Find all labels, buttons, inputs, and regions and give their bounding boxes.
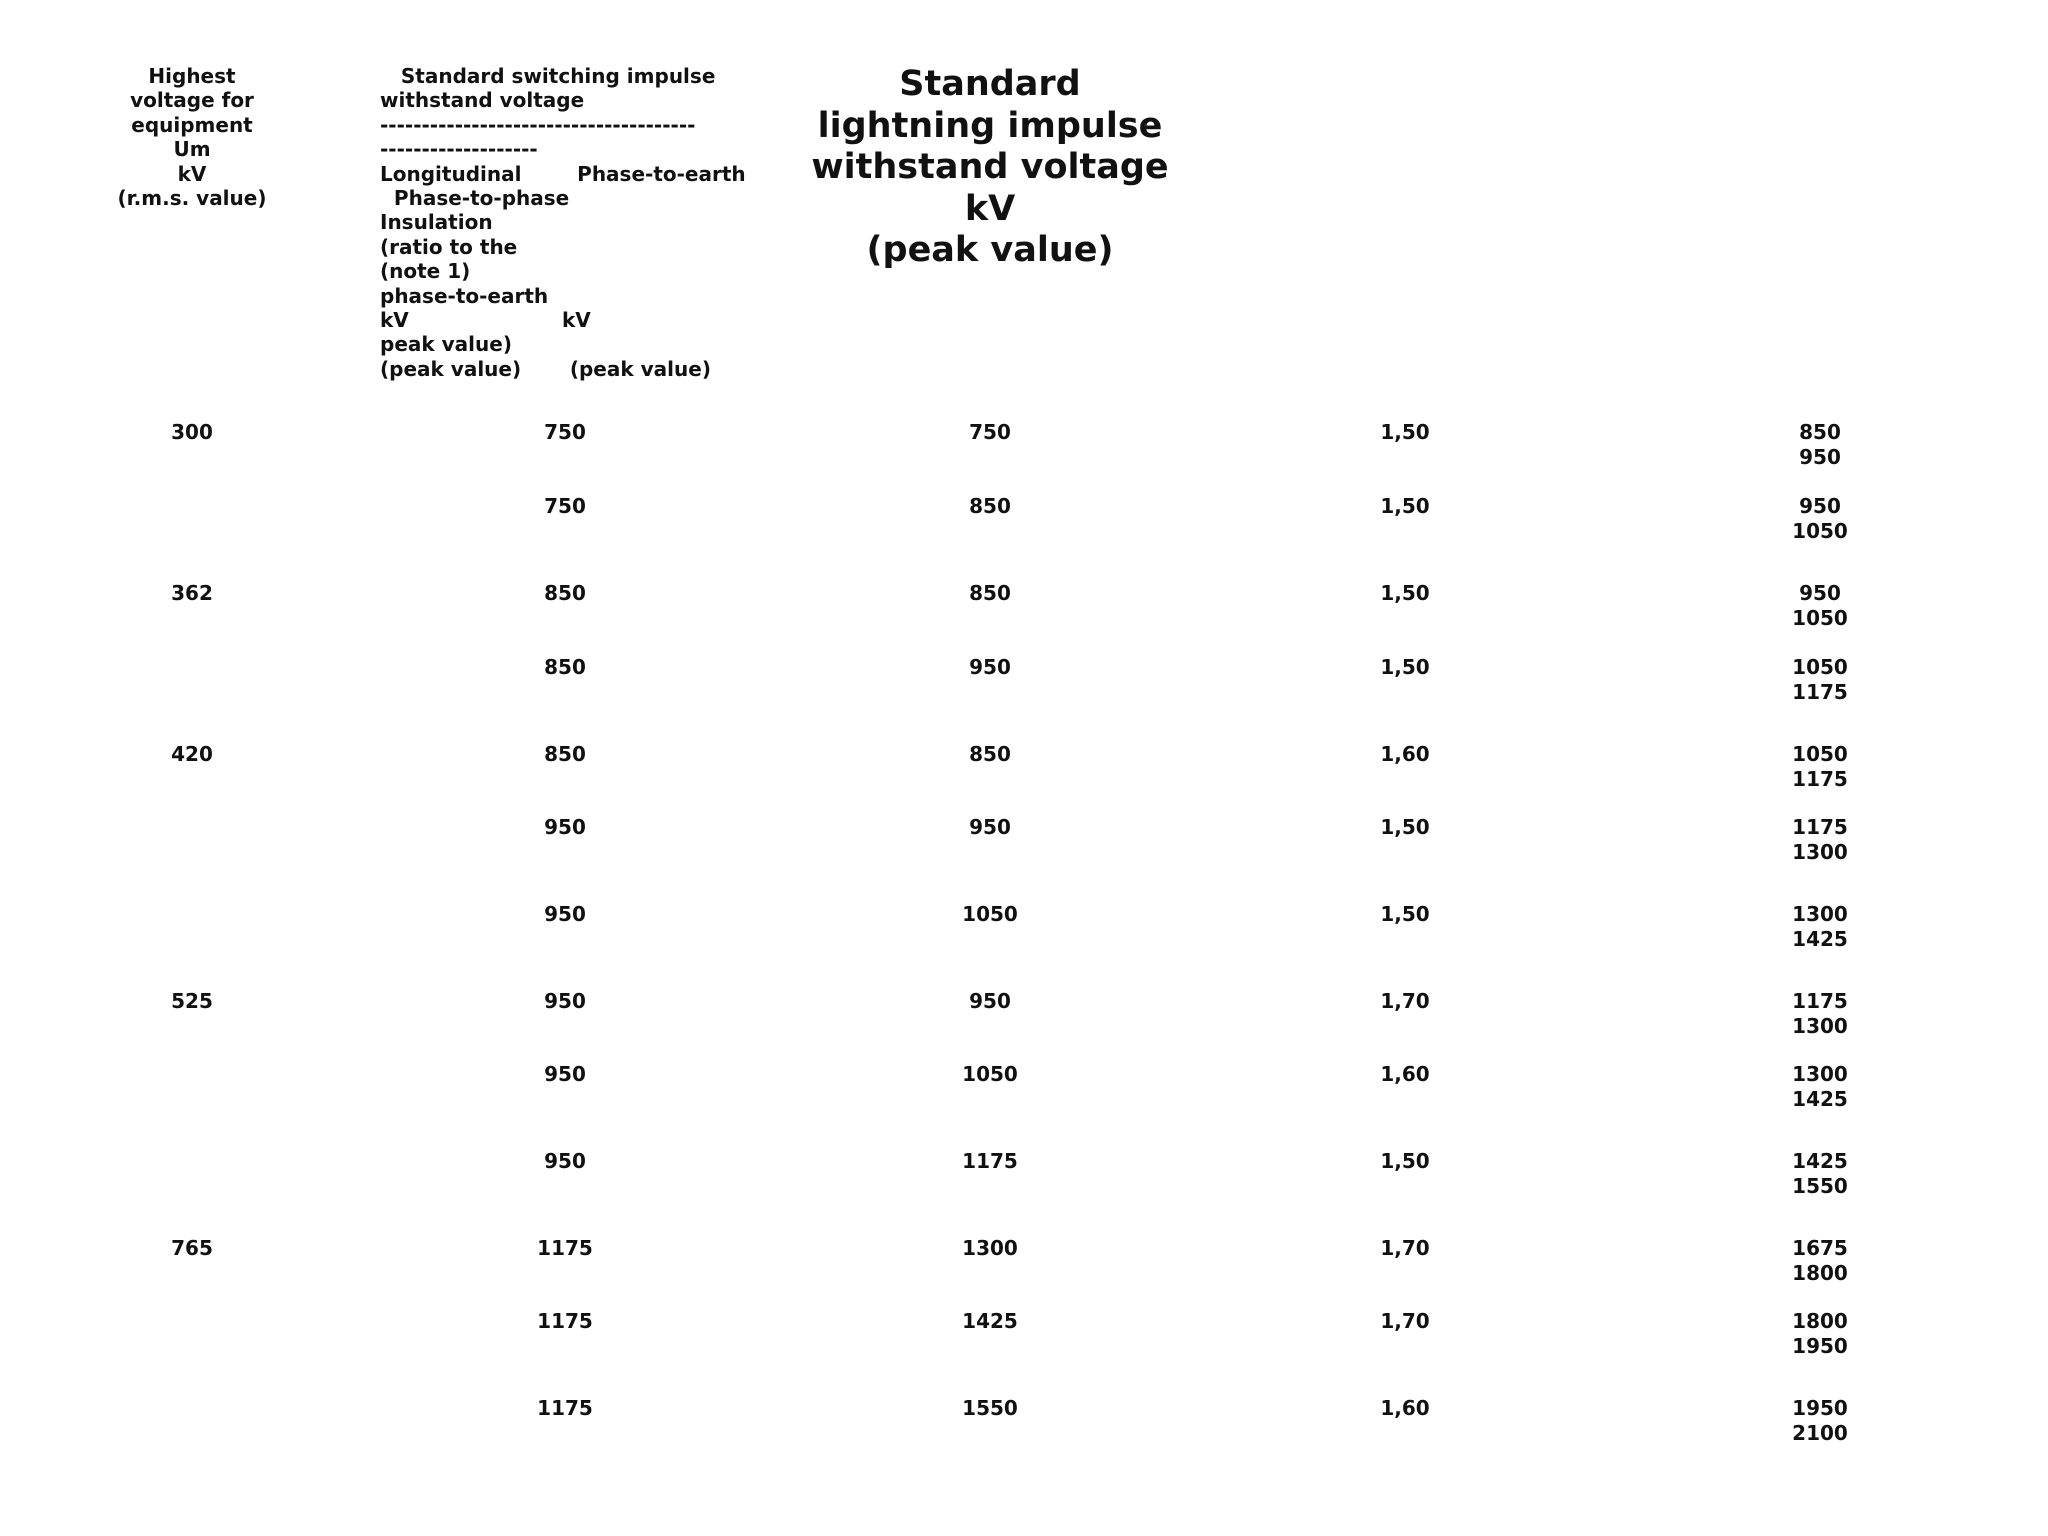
longitudinal-cell: 950 — [544, 815, 586, 839]
phase-to-earth-cell: 950 — [969, 655, 1011, 679]
um-cell: 420 — [171, 742, 213, 766]
longitudinal-cell: 750 — [544, 420, 586, 444]
longitudinal-cell: 1175 — [537, 1309, 593, 1333]
lightning-cell: 1675 1800 — [1792, 1236, 1848, 1285]
ratio-cell: 1,60 — [1380, 1396, 1430, 1420]
ratio-cell: 1,50 — [1380, 581, 1430, 605]
lightning-cell: 950 1050 — [1792, 581, 1848, 630]
phase-to-earth-cell: 950 — [969, 989, 1011, 1013]
ratio-cell: 1,60 — [1380, 742, 1430, 766]
longitudinal-cell: 850 — [544, 581, 586, 605]
ratio-cell: 1,50 — [1380, 1149, 1430, 1173]
lightning-cell: 1300 1425 — [1792, 902, 1848, 951]
phase-to-earth-cell: 1050 — [962, 902, 1018, 926]
phase-to-earth-cell: 1550 — [962, 1396, 1018, 1420]
longitudinal-cell: 750 — [544, 494, 586, 518]
um-cell: 300 — [171, 420, 213, 444]
lightning-cell: 850 950 — [1799, 420, 1841, 469]
phase-to-earth-cell: 950 — [969, 815, 1011, 839]
header-switching-impulse: Standard switching impulse withstand voltage -------------------------------------- ------------------- Longitudinal Phase-to-earth Phase-to-phase Insulation (ratio to the (note 1) phase-to-earth kV kV peak value) (peak value) (peak value) — [380, 64, 746, 381]
ratio-cell: 1,70 — [1380, 989, 1430, 1013]
ratio-cell: 1,70 — [1380, 1236, 1430, 1260]
um-cell: 362 — [171, 581, 213, 605]
lightning-cell: 1050 1175 — [1792, 742, 1848, 791]
lightning-cell: 1050 1175 — [1792, 655, 1848, 704]
ratio-cell: 1,50 — [1380, 902, 1430, 926]
phase-to-earth-cell: 850 — [969, 742, 1011, 766]
longitudinal-cell: 850 — [544, 742, 586, 766]
phase-to-earth-cell: 1175 — [962, 1149, 1018, 1173]
phase-to-earth-cell: 1050 — [962, 1062, 1018, 1086]
longitudinal-cell: 1175 — [537, 1236, 593, 1260]
lightning-cell: 1175 1300 — [1792, 815, 1848, 864]
longitudinal-cell: 950 — [544, 1149, 586, 1173]
lightning-cell: 1800 1950 — [1792, 1309, 1848, 1358]
lightning-cell: 1950 2100 — [1792, 1396, 1848, 1445]
longitudinal-cell: 950 — [544, 989, 586, 1013]
header-highest-voltage: Highest voltage for equipment Um kV (r.m.s. value) — [117, 64, 267, 211]
phase-to-earth-cell: 850 — [969, 581, 1011, 605]
longitudinal-cell: 850 — [544, 655, 586, 679]
longitudinal-cell: 1175 — [537, 1396, 593, 1420]
lightning-cell: 1425 1550 — [1792, 1149, 1848, 1198]
longitudinal-cell: 950 — [544, 1062, 586, 1086]
phase-to-earth-cell: 850 — [969, 494, 1011, 518]
longitudinal-cell: 950 — [544, 902, 586, 926]
ratio-cell: 1,50 — [1380, 815, 1430, 839]
ratio-cell: 1,70 — [1380, 1309, 1430, 1333]
phase-to-earth-cell: 1425 — [962, 1309, 1018, 1333]
ratio-cell: 1,50 — [1380, 494, 1430, 518]
header-lightning-impulse: Standard lightning impulse withstand voltage kV (peak value) — [811, 64, 1169, 270]
ratio-cell: 1,50 — [1380, 655, 1430, 679]
lightning-cell: 1175 1300 — [1792, 989, 1848, 1038]
phase-to-earth-cell: 1300 — [962, 1236, 1018, 1260]
lightning-cell: 950 1050 — [1792, 494, 1848, 543]
ratio-cell: 1,50 — [1380, 420, 1430, 444]
ratio-cell: 1,60 — [1380, 1062, 1430, 1086]
um-cell: 525 — [171, 989, 213, 1013]
um-cell: 765 — [171, 1236, 213, 1260]
phase-to-earth-cell: 750 — [969, 420, 1011, 444]
lightning-cell: 1300 1425 — [1792, 1062, 1848, 1111]
